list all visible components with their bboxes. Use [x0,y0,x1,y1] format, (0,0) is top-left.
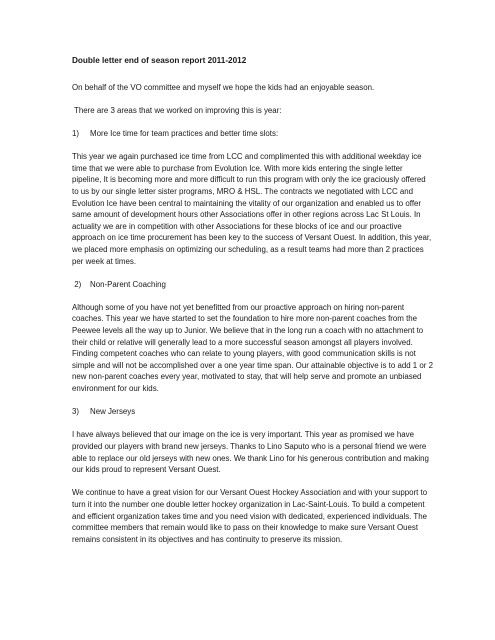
section-number: 2) [72,279,82,289]
document-title: Double letter end of season report 2011-2012 [72,56,247,65]
section-heading-coaching [72,279,434,291]
section-number: 1) [72,128,80,138]
section-heading-jerseys [72,406,434,418]
section-heading-text: More Ice time for team practices and better time slots: [90,128,279,138]
section-heading-ice-time [72,128,434,140]
closing-paragraph: We continue to have a great vision for our Versant Ouest Hockey Association and with your support to turn it into the number one double letter hockey organization in Lac-Saint-Louis. To build a competent and efficient organization takes time and you need vision with dedicated, experienced individuals. The committee members that remain would like to pass on their knowledge to make sure Versant Ouest remains consistent in its objectives and has continuity to preserve its mission. [72,488,428,544]
areas-intro: There are 3 areas that we worked on improving this is year: [72,105,282,115]
section-body-coaching: Although some of you have not yet benefitted from our proactive approach on hiring non-parent coaches. This year we have started to set the foundation to hire more non-parent coaches from the Peewee levels all the way up to Junior. We believe that in the long run a coach with no attachment to their child or relative will generally lead to a more successful season amongst all players involved. Finding competent coaches who can relate to young players, with good communication skills is not simple and will not be accomplished over a one year time span. Our attainable objective is to add 1 or 2 new non-parent coaches every year, motivated to stay, that will help serve and promote an unbiased environment for our kids. [72,302,433,394]
section-heading-text: New Jerseys [90,407,136,417]
intro-paragraph: On behalf of the VO committee and myself we hope the kids had an enjoyable season. [72,82,375,92]
section-heading-text: Non-Parent Coaching [90,279,166,289]
section-body-ice-time: This year we again purchased ice time from LCC and complimented this with additional weekday ice time that we were able to purchase from Evolution Ice. With more kids entering the single letter pipeline, It is becoming more and more difficult to run this program with only the ice graciously offered to us by our single letter sister programs, MRO & HSL. The contracts we negotiated with LCC and Evolution Ice have been central to maintaining the vitality of our organization and enabled us to offer same amount of development hours other Associations offer in other regions across Lac St Louis. In actuality we are in competition with other Associations for these blocks of ice and our proactive approach on ice time procurement has been key to the success of Versant Ouest. In addition, this year, we placed more emphasis on optimizing our scheduling, as a result teams had more than 2 practices per week at times. [72,152,432,266]
document-body [72,55,434,545]
section-body-jerseys: I have always believed that our image on the ice is very important. This year as promised we have provided our players with brand new jerseys. Thanks to Lino Saputo who is a personal friend we were able to replace our old jerseys with new ones. We thank Lino for his generous contribution and making our kids proud to represent Versant Ouest. [72,430,429,475]
section-number: 3) [72,407,80,417]
